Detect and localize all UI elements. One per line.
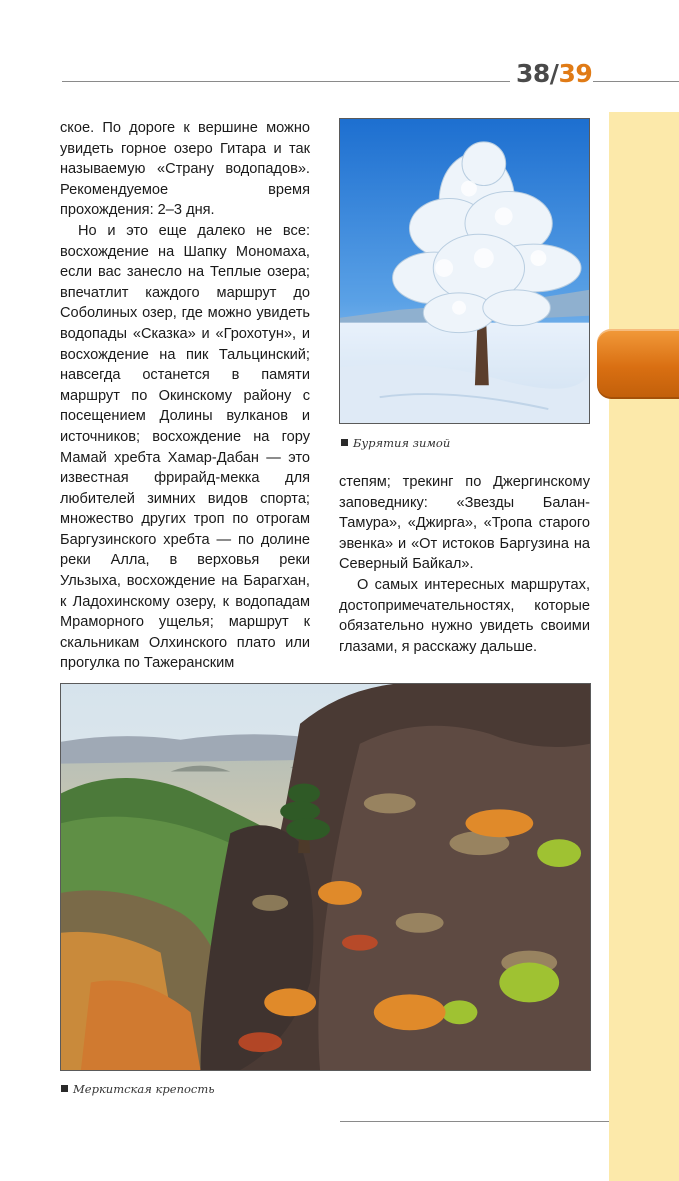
winter-tree-photo [339,118,590,424]
footer-rule [340,1121,609,1122]
rocky-landscape-illustration [61,684,590,1070]
header-rule-right [593,81,679,82]
caption-square-icon [61,1085,68,1092]
winter-photo-caption [341,436,450,450]
page-number-left: 38 [516,59,550,88]
header-rule [62,81,510,82]
left-paragraph-1: ское. По дороге к вершине можно увидеть горное озеро Гитара и так называемую «Страну водопадов». Рекомендуемое время прохождения: 2–3 дня. [60,120,310,219]
winter-tree-illustration [340,119,589,423]
rocks-photo-caption [61,1082,215,1096]
page-number-right: 39 [558,59,593,88]
right-text-column [339,472,590,657]
rocks-caption-text: Меркитская крепость [73,1082,215,1096]
side-color-band [609,112,679,1181]
chapter-tab-marker[interactable] [597,329,679,399]
page-numbers [516,58,592,90]
winter-caption-text: Бурятия зимой [353,436,451,450]
left-paragraph-2: Но и это еще далеко не все: восхождение на Шапку Мономаха, если вас занесло на Теплые озера; впечатлит каждого маршрут до Соболиных озер, где можно увидеть водопады «Сказка» и «Грохотун», и восхождение на пик Тальцинский; навсегда останется в памяти маршрут по Окинскому району с посещением Долины вулканов и источников; восхождение на гору Мамай хребта Хамар-Дабан — это известная фрирайд-мекка для любителей зимних видов спорта; множество других троп по отрогам Баргузинского хребта — по долине реки Алла, в верховья реки Ульзыха, восхождение на Барагхан, к Ладохинскому озеру, к водопадам Мраморного ущелья; маршрут к скальникам Олхинского плато или прогулка по Тажеранским [60,222,310,672]
left-text-column [60,118,310,674]
right-paragraph-1: степям; трекинг по Джергинскому заповеднику: «Звезды Балан-Тамура», «Джирга», «Тропа старого эвенка» и «От истоков Баргузина на Северный Байкал». [339,474,590,573]
caption-square-icon [341,439,348,446]
right-paragraph-2: О самых интересных маршрутах, достопримечательностях, которые обязательно нужно увидеть своими глазами, я расскажу дальше. [339,576,590,655]
rocky-fortress-photo [60,683,591,1071]
page-number-separator: / [549,59,559,88]
